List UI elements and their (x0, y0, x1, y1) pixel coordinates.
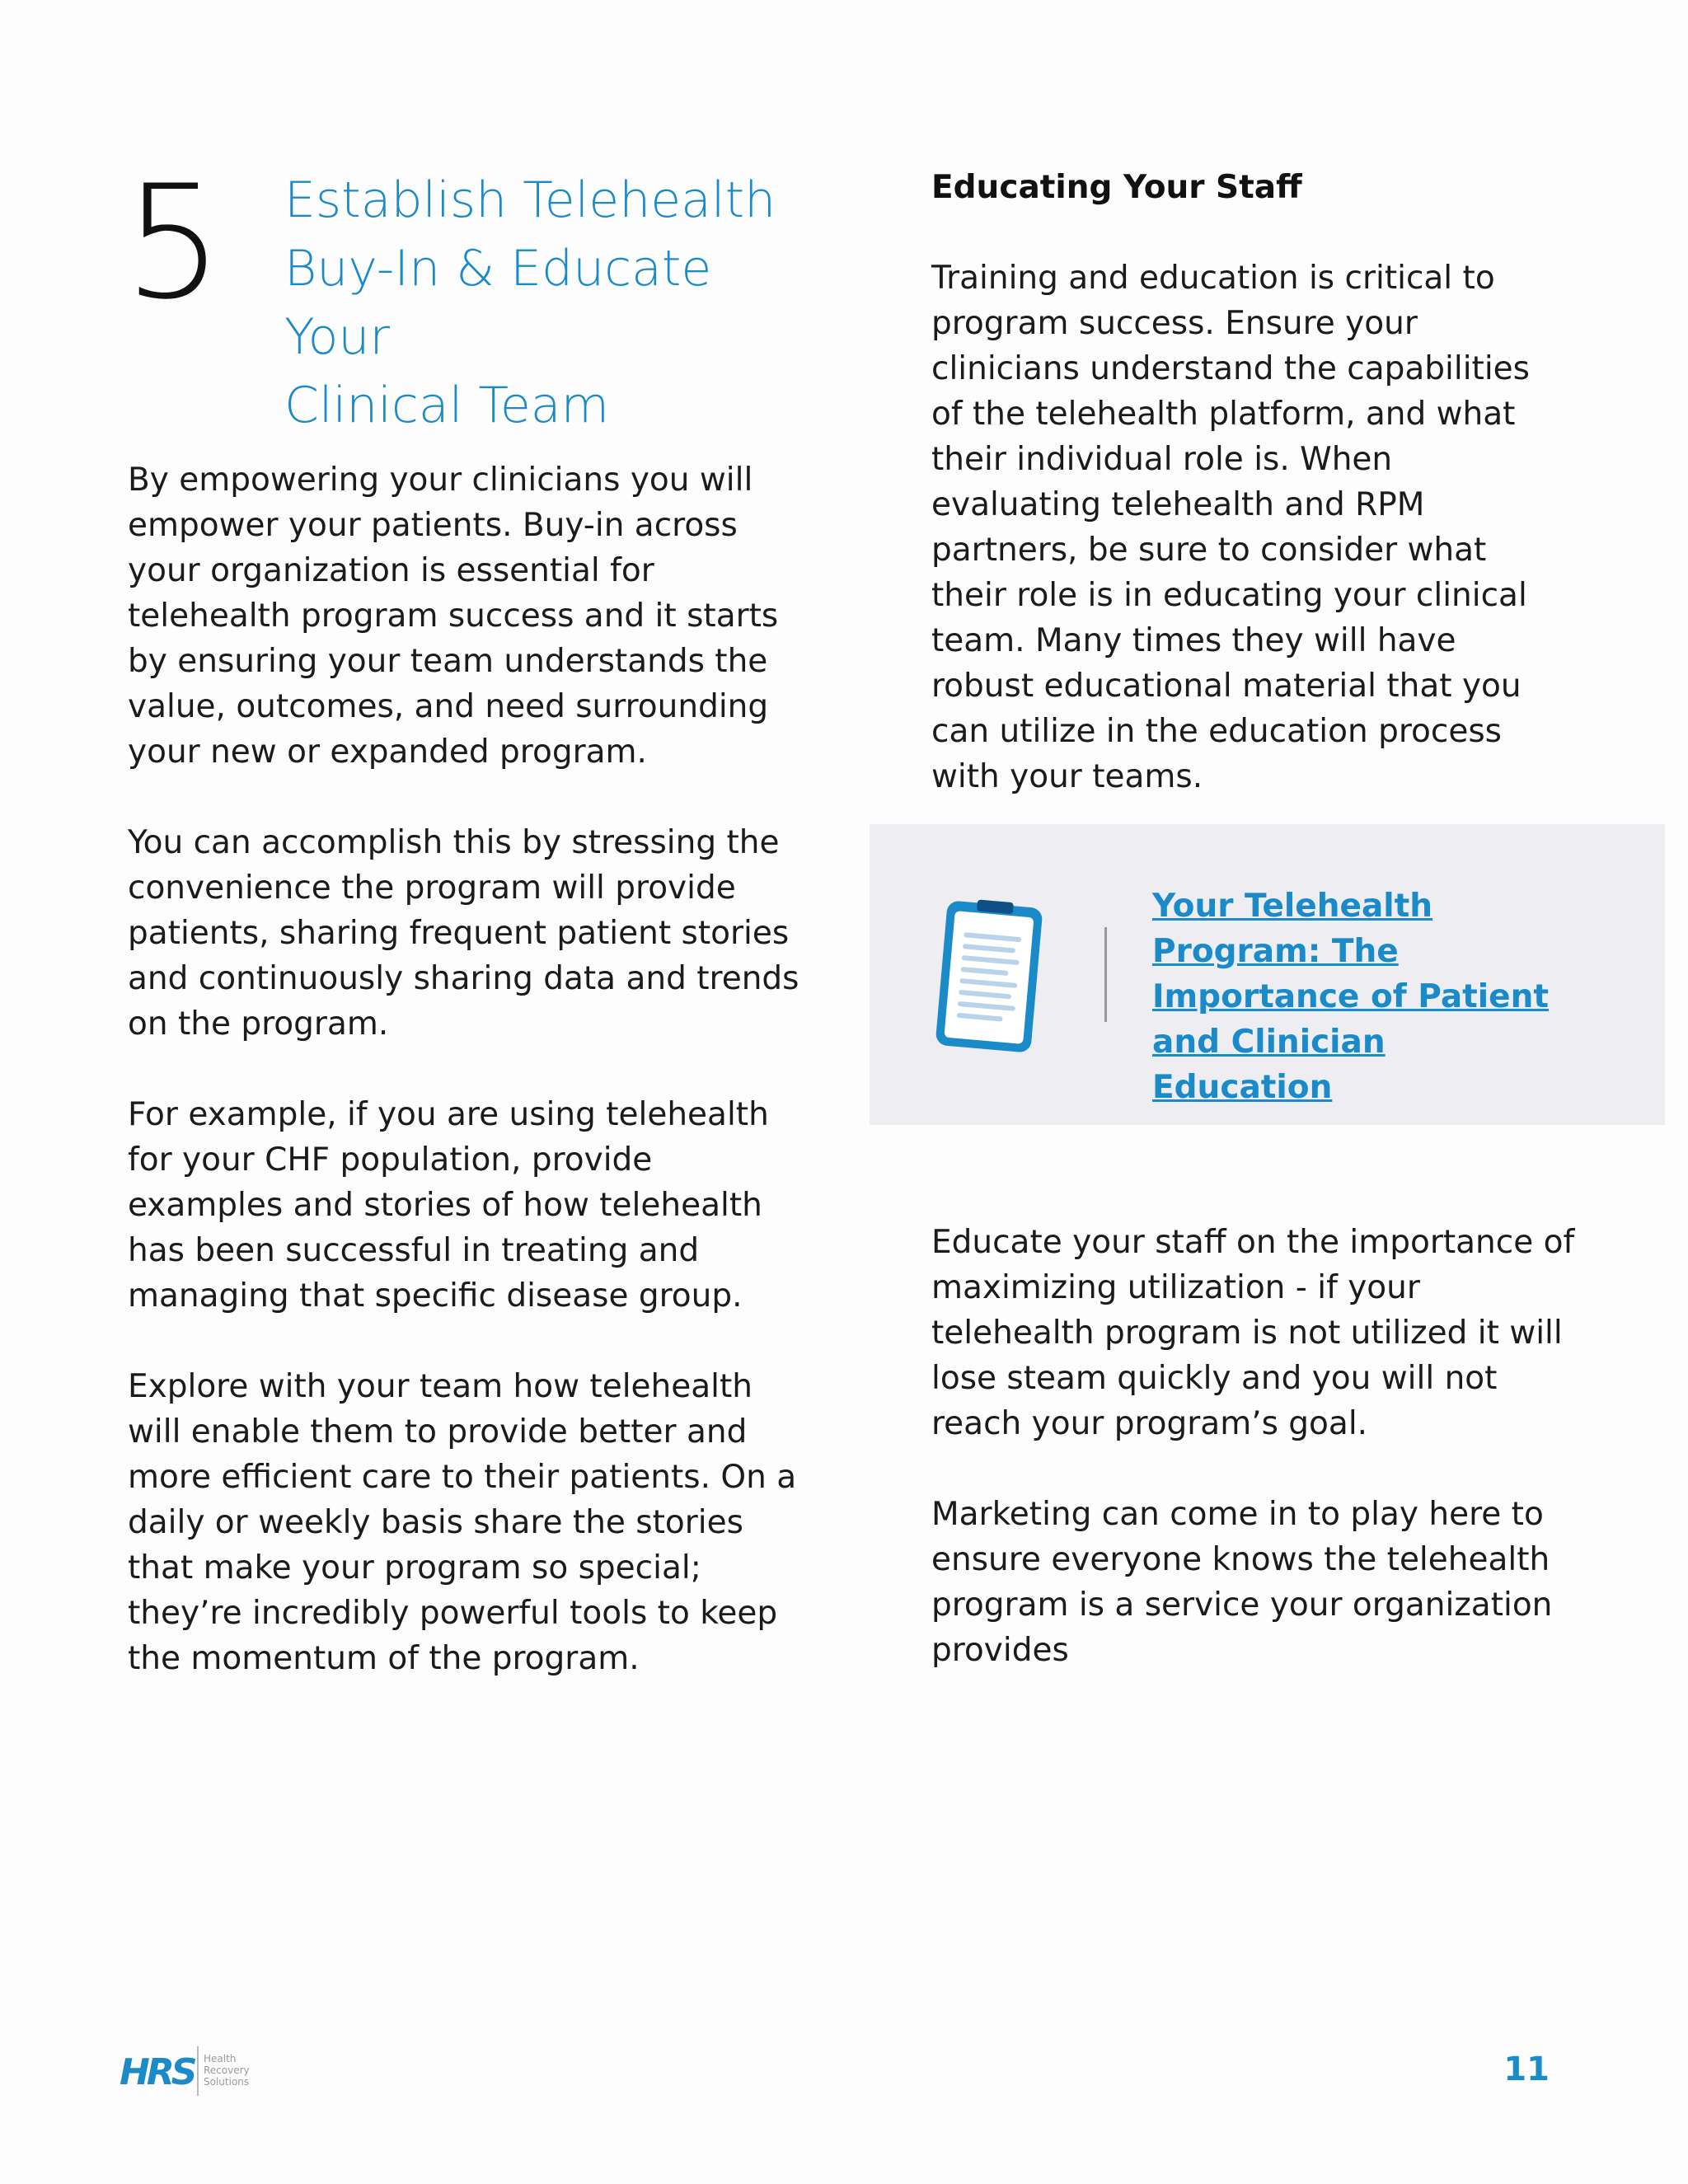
left-column (128, 457, 804, 1727)
section-title (284, 166, 795, 440)
body-paragraph: For example, if you are using telehealth for your CHF population, provide examples and stories of how telehealth has been successful in treating and managing that specific disease group. (128, 1096, 769, 1315)
logo-text-line: Solutions (204, 2076, 250, 2088)
educating-staff-heading: Educating Your Staff (931, 169, 1302, 206)
body-paragraph: Educate your staff on the importance of maximizing utilization - if your telehealth program is not utilized it will lose steam quickly and you will not reach your program’s goal. (931, 1224, 1575, 1442)
logo-text-line: Recovery (204, 2064, 250, 2076)
body-paragraph: Training and education is critical to program success. Ensure your clinicians understand the capabilities of the telehealth platform, and what their individual role is. When evaluating telehealth and RPM partners, be sure to consider what their role is in educating your clinical team. Many times they will have robust educational material that you can utilize in the education process with your teams. (931, 260, 1530, 795)
body-paragraph: Marketing can come in to play here to ensure everyone knows the telehealth program is a service your organization provides (931, 1496, 1553, 1669)
body-paragraph: Explore with your team how telehealth will enable them to provide better and more efficient care to their patients. On a daily or weekly basis share the stories that make your program so special; they’re incredibly powerful tools to keep the momentum of the program. (128, 1368, 797, 1677)
section-title-line: Buy-In & Educate Your (284, 240, 712, 366)
right-column-lower (931, 1220, 1591, 1718)
logo-separator (197, 2046, 199, 2096)
right-column (931, 165, 1566, 845)
resource-callout (870, 824, 1665, 1125)
logo-text-line: Health (204, 2053, 237, 2064)
section-title-line: Establish Telehealth (284, 171, 776, 229)
body-paragraph: You can accomplish this by stressing the convenience the program will provide patients, sharing frequent patient stories and continuously sharing data and trends on the program. (128, 824, 799, 1043)
logo-mark: HRS (120, 2051, 195, 2093)
body-paragraph: By empowering your clinicians you will empower your patients. Buy-in across your organization is essential for telehealth program success and it starts by ensuring your team understands the value, outcomes, and need surrounding your new or expanded program. (128, 462, 779, 771)
section-title-line: Clinical Team (284, 377, 610, 434)
logo-text (204, 2053, 278, 2088)
callout-divider (1104, 927, 1107, 1022)
clipboard-icon (931, 894, 1047, 1059)
education-resource-link[interactable]: Your Telehealth Program: The Importance of Patient and Clinician Education (1152, 888, 1550, 1106)
page-number: 11 (1503, 2050, 1550, 2088)
section-number: 5 (124, 152, 223, 334)
